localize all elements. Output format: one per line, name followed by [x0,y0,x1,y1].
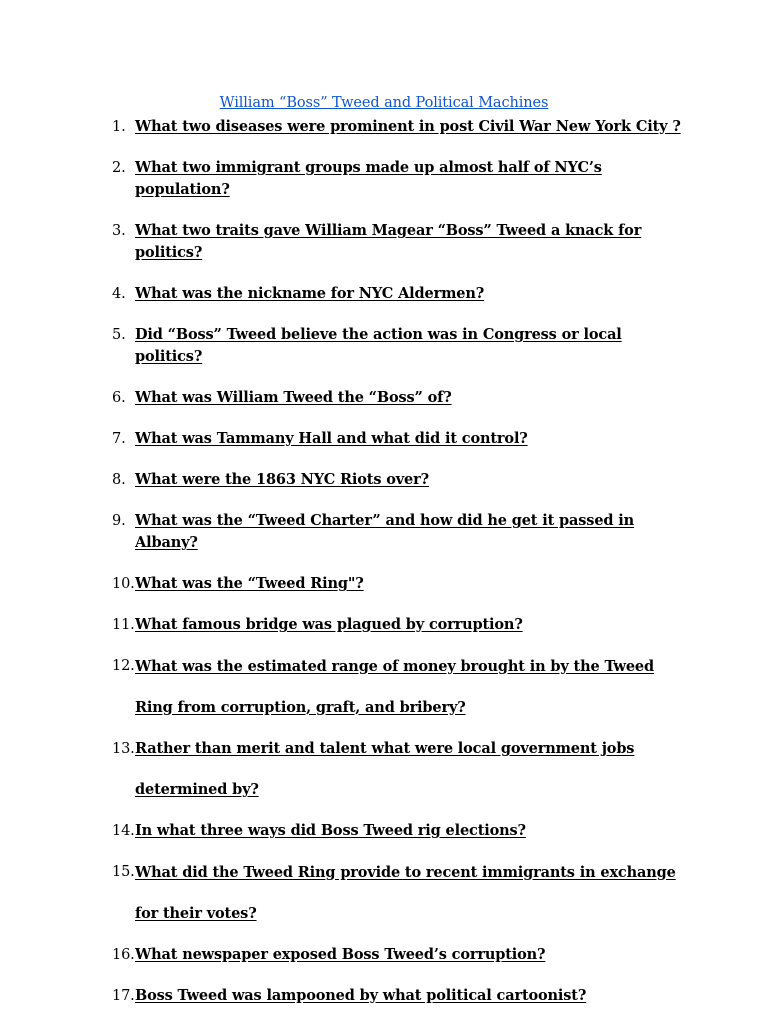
question-item [112,283,692,305]
question-number: 2. [112,160,126,176]
question-item [112,820,692,842]
question-number: 3. [112,223,126,239]
question-item [112,944,692,966]
question-item [112,510,692,554]
question-list [112,116,692,1026]
question-item [112,157,692,201]
question-number: 7. [112,431,126,447]
question-item [112,387,692,409]
question-text: What was William Tweed the “Boss” of? [135,389,452,406]
question-text: Did “Boss” Tweed believe the action was in Congress or local politics? [135,326,622,365]
question-item [112,324,692,368]
question-text: What two diseases were prominent in post Civil War New York City ? [135,118,681,135]
question-item [112,985,692,1007]
question-number: 13. [112,740,135,757]
question-text: In what three ways did Boss Tweed rig elections? [135,822,526,839]
question-item [112,861,692,934]
question-text: What was the “Tweed Ring"? [135,575,364,592]
question-number: 11. [112,617,135,633]
question-number: 8. [112,472,126,488]
question-number: 10. [112,576,135,592]
question-text: What famous bridge was plagued by corruption? [135,616,523,633]
question-text: What was the “Tweed Charter” and how did he get it passed in Albany? [135,512,635,551]
question-number: 15. [112,864,135,880]
question-text: What were the 1863 NYC Riots over? [135,471,429,488]
question-item [112,738,692,811]
question-item [112,655,692,728]
question-item [112,469,692,491]
question-item [112,116,692,138]
question-number: 16. [112,946,135,963]
question-text: Boss Tweed was lampooned by what political cartoonist? [135,986,587,1004]
question-item [112,220,692,264]
question-text: What newspaper exposed Boss Tweed’s corruption? [135,945,546,963]
question-item [112,573,692,595]
question-text: Rather than merit and talent what were local government jobs determined by? [135,740,635,798]
question-text: What was the nickname for NYC Aldermen? [135,285,485,302]
question-text: What was Tammany Hall and what did it control? [135,430,528,447]
question-text: What two immigrant groups made up almost half of NYC’s population? [135,159,602,198]
question-item [112,614,692,636]
question-text: What did the Tweed Ring provide to recent immigrants in exchange for their votes? [135,863,676,922]
question-number: 14. [112,823,135,839]
question-number: 6. [112,390,126,406]
question-number: 12. [112,658,135,674]
question-number: 1. [112,119,126,135]
question-number: 9. [112,513,126,529]
question-item [112,428,692,450]
question-text: What two traits gave William Magear “Boss” Tweed a knack for politics? [135,222,642,261]
question-number: 5. [112,327,126,343]
question-text: What was the estimated range of money brought in by the Tweed Ring from corruption, graft, and bribery? [135,657,654,716]
document-title: William “Boss” Tweed and Political Machines [219,95,549,111]
question-number: 4. [112,286,126,302]
question-number: 17. [112,987,135,1004]
